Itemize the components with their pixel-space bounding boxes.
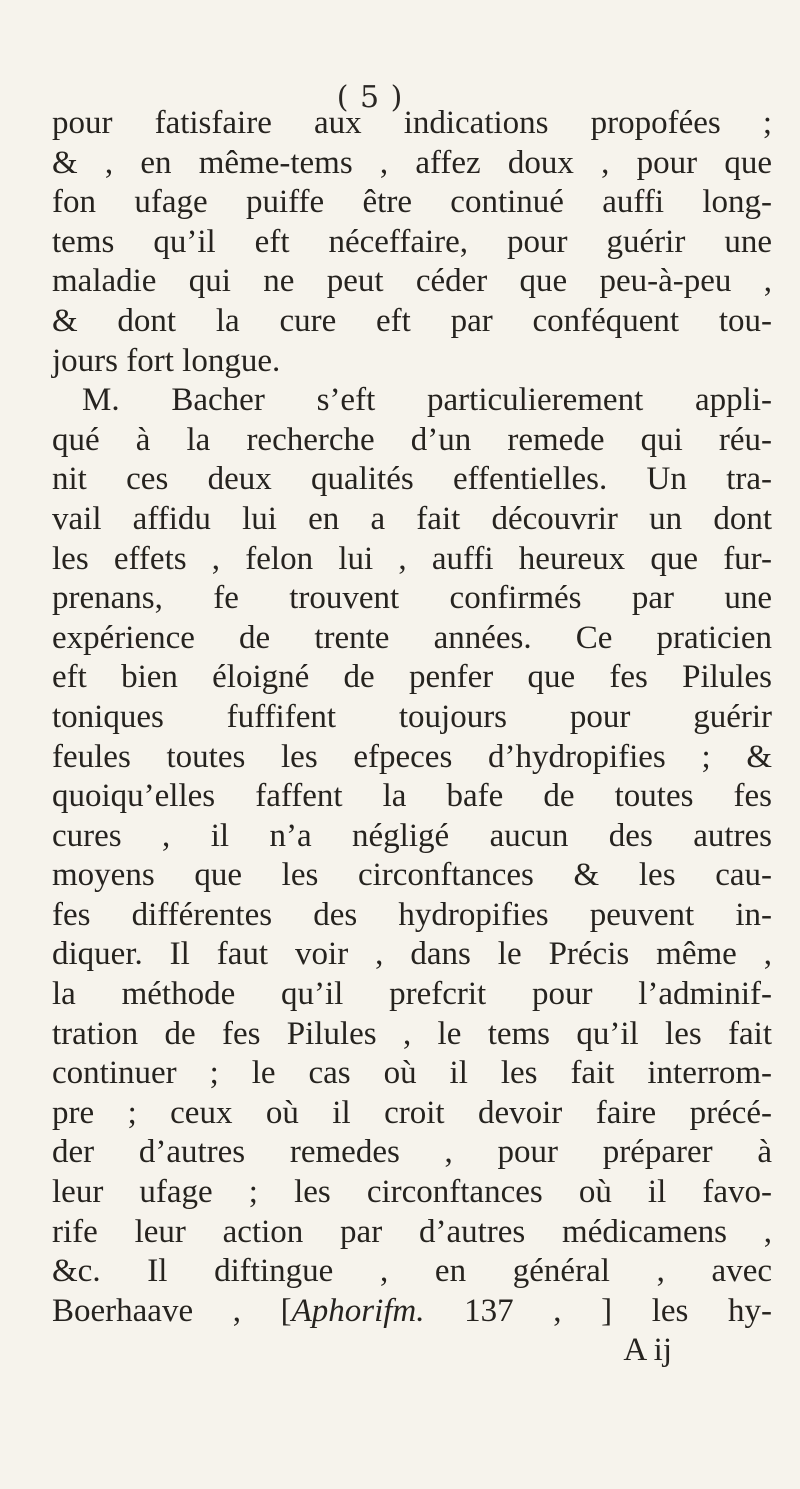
text-line: tems qu’il eft néceffaire, pour guérir une: [52, 223, 772, 260]
text-line: toniques fuffifent toujours pour guérir: [52, 698, 772, 735]
text-line: continuer ; le cas où il les fait interrom-: [52, 1055, 772, 1092]
text-line: &c. Il diftingue , en général , avec: [52, 1253, 772, 1290]
text-line: leur ufage ; les circonftances où il favo-: [52, 1174, 772, 1211]
text-line: vail affidu lui en a fait découvrir un dont: [52, 500, 772, 537]
text-line: der d’autres remedes , pour préparer à: [52, 1134, 772, 1171]
signature-mark: A ij: [623, 1332, 672, 1369]
text-line: nit ces deux qualités effentielles. Un tra-: [52, 461, 772, 498]
paragraph-start-line: M. Bacher s’eft particulierement appli-: [82, 382, 772, 419]
text-line: & , en même-tems , affez doux , pour que: [52, 144, 772, 181]
text-line: pour fatisfaire aux indications propofées ;: [52, 105, 772, 141]
text-line: tration de fes Pilules , le tems qu’il les fait: [52, 1015, 772, 1052]
text-line: prenans, fe trouvent confirmés par une: [52, 580, 772, 617]
text-line: fon ufage puiffe être continué auffi long-: [52, 184, 772, 221]
citation-italic: Aphorifm.: [291, 1292, 425, 1329]
text-line: eft bien éloigné de penfer que fes Pilules: [52, 659, 772, 696]
text-line: les effets , felon lui , auffi heureux que fur-: [52, 540, 772, 577]
text-line: quoiqu’elles faffent la bafe de toutes fes: [52, 778, 772, 815]
text-line: maladie qui ne peut céder que peu-à-peu ,: [52, 263, 772, 300]
citation-suffix: 137 , ] les hy-: [424, 1292, 773, 1329]
text-line-with-citation: [52, 1292, 772, 1332]
text-line: moyens que les circonftances & les cau-: [52, 857, 772, 894]
text-line: jours fort longue.: [52, 342, 281, 379]
text-line: & dont la cure eft par conféquent tou-: [52, 302, 772, 339]
text-line: rife leur action par d’autres médicamens ,: [52, 1213, 772, 1250]
citation-prefix: Boerhaave , [: [52, 1292, 292, 1329]
text-line: cures , il n’a négligé aucun des autres: [52, 817, 772, 854]
page-number: ( 5 ): [336, 80, 404, 115]
text-line: fes différentes des hydropifies peuvent in-: [52, 896, 772, 933]
text-line: feules toutes les efpeces d’hydropifies ; &: [52, 738, 772, 775]
text-line: expérience de trente années. Ce praticien: [52, 619, 772, 656]
text-line: qué à la recherche d’un remede qui réu-: [52, 421, 772, 458]
body-text: [52, 104, 772, 1371]
text-line: diquer. Il faut voir , dans le Précis même ,: [52, 936, 772, 973]
text-line: la méthode qu’il prefcrit pour l’adminif-: [52, 976, 772, 1013]
text-line: pre ; ceux où il croit devoir faire précé-: [52, 1094, 772, 1131]
